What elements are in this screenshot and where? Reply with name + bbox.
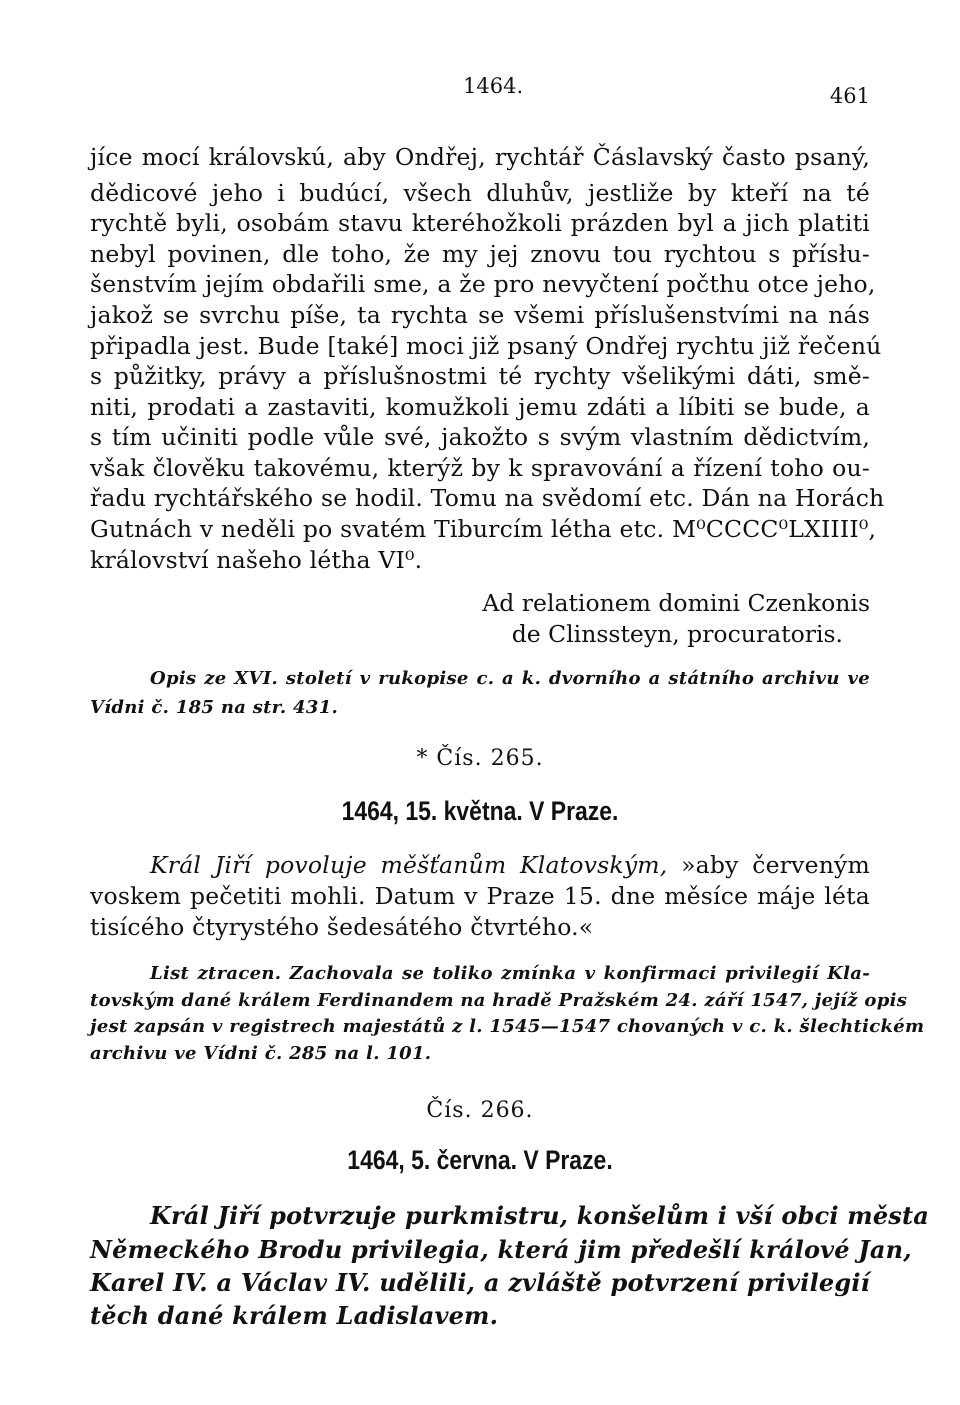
text-line: připadla jest. Bude [také] moci již psaný Ondřej rychtu již řečenú [90,332,882,360]
text-line: jakož se svrchu píše, ta rychta se všemi příslušenstvími na nás [90,301,870,329]
regest-line: tisícého čtyrystého šedesátého čtvrtého.« [90,913,594,941]
text-line: jíce mocí královskú, aby Ondřej, rychtář Čáslavský často psaný, [90,143,870,171]
regest-line [150,851,870,879]
running-header-year: 1464. [463,74,524,98]
regest-text: »aby červeným [667,851,870,879]
archival-note-line: List ztracen. Zachovala se toliko zmínka v konfirmaci privilegií Kla- [150,963,870,984]
document-date-265: 1464, 15. května. V Praze. [341,796,619,826]
archival-note-line: tovským dané králem Ferdinandem na hradě Pražském 24. září 1547, jejíž opis [90,990,908,1011]
relation-line: de Clinssteyn, procuratoris. [511,620,843,648]
text-line: řadu rychtářského se hodil. Tomu na svědomí etc. Dán na Horách [90,484,885,512]
text-line: Gutnách v neděli po svatém Tiburcím létha etc. M⁰CCCC⁰LXIIII⁰, [90,515,877,543]
page-number: 461 [829,84,870,108]
source-note-line: Vídni č. 185 na str. 431. [90,697,339,718]
regest-italic: Král Jiří povoluje měšťanům Klatovským, [150,851,668,879]
archival-note-line: archivu ve Vídni č. 285 na l. 101. [90,1043,432,1064]
regest-line: voskem pečetiti mohli. Datum v Praze 15. dne měsíce máje léta [90,882,870,910]
archival-note-line: jest zapsán v registrech majestátů z l. 1545—1547 chovaných v c. k. šlechtickém [90,1016,925,1037]
text-line: nebyl povinen, dle toho, že my jej znovu tou rychtou s přísłu- [90,240,870,268]
text-line: však člověku takovému, kterýž by k spravování a řízení toho ou- [90,454,870,482]
document-number-265: * Čís. 265. [416,746,544,771]
regest-line: Král Jiří potvrzuje purkmistru, konšelům i vší obci města [150,1201,930,1230]
document-date-266: 1464, 5. června. V Praze. [347,1145,613,1175]
text-line: šenstvím jejím obdařili sme, a že pro nevyčtení počthu otce jeho, [90,270,876,298]
regest-line: těch dané králem Ladislavem. [90,1301,499,1330]
relation-line: Ad relationem domini Czenkonis [482,589,870,617]
text-line: niti, prodati a zastaviti, komužkoli jemu zdáti a líbiti se bude, a [90,393,870,421]
document-number-266: Čís. 266. [426,1098,534,1123]
text-line: s tím učiniti podle vůle své, jakožto s svým vlastním dědictvím, [90,423,870,451]
text-line: království našeho létha VI⁰. [90,546,423,574]
source-note-line: Opis ze XVI. století v rukopise c. a k. dvorního a státního archivu ve [150,668,870,689]
regest-line: Karel IV. a Václav IV. udělili, a zvláště potvrzení privilegií [90,1268,870,1297]
text-line: s půžitky, právy a příslušnostmi té rychty všelikými dáti, smě- [90,362,870,390]
regest-line: Německého Brodu privilegia, která jim předešlí králové Jan, [90,1235,912,1264]
text-line: dědicové jeho i budúcí, všech dluhův, jestliže by kteří na té [90,179,870,207]
text-line: rychtě byli, osobám stavu kteréhožkoli prázden byl a jich platiti [90,209,870,237]
